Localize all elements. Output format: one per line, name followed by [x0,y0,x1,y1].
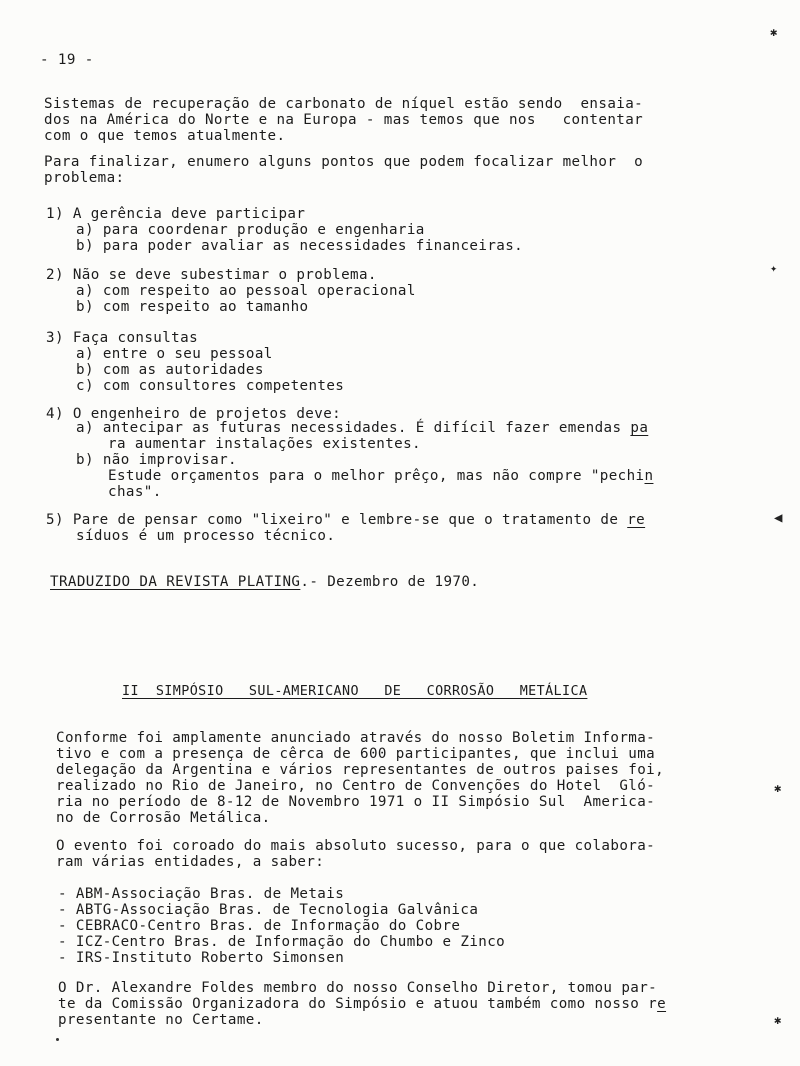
point-5-line-1: 5) Pare de pensar como "lixeiro" e lembre-se que o tratamento de re [46,512,646,528]
para1-line-1: Conforme foi amplamente anunciado através do nosso Boletim Informa- [56,730,656,746]
point-3-item-c: c) com consultores competentes [76,378,345,394]
para3-line-2: te da Comissão Organizadora do Simpósio e atuou também como nosso re [58,996,667,1012]
entity-item: - ABM-Associação Bras. de Metais [58,886,345,902]
point-4-item-a-line-2: ra aumentar instalações existentes. [108,436,421,452]
scan-speck: ✦ [770,261,778,275]
para1-line-2: tivo e com a presença de cêrca de 600 participantes, que inclui uma [56,746,656,762]
point-4-item-b-line-1: b) não improvisar. [76,452,237,468]
point-5-line-2: síduos é um processo técnico. [76,528,336,544]
point-3-title: 3) Faça consultas [46,330,199,346]
page-number: - 19 - [40,52,94,68]
point-3-item-b: b) com as autoridades [76,362,264,378]
para1-line-5: ria no período de 8-12 de Novembro 1971 o II Simpósio Sul America- [56,794,656,810]
para1-line-3: delegação da Argentina e vários representantes de outros paises foi, [56,762,665,778]
para1-line-6: no de Corrosão Metálica. [56,810,271,826]
scan-speck: ✱ [770,25,778,39]
scan-speck: ✱ [774,1013,782,1027]
section-heading: II SIMPÓSIO SUL-AMERICANO DE CORROSÃO METÁLICA [122,684,588,699]
scan-speck: ◀ [774,510,783,526]
intro-line-1: Sistemas de recuperação de carbonato de níquel estão sendo ensaia- [44,96,644,112]
point-2-title: 2) Não se deve subestimar o problema. [46,267,377,283]
entity-item: - IRS-Instituto Roberto Simonsen [58,950,345,966]
para1-line-4: realizado no Rio de Janeiro, no Centro de Convenções do Hotel Gló- [56,778,656,794]
point-2-item-b: b) com respeito ao tamanho [76,299,309,315]
para3-line-1: O Dr. Alexandre Foldes membro do nosso Conselho Diretor, tomou par- [58,980,658,996]
entity-item: - CEBRACO-Centro Bras. de Informação do Cobre [58,918,461,934]
point-4-item-b-line-3: chas". [108,484,162,500]
point-4-item-a-line-1: a) antecipar as futuras necessidades. É difícil fazer emendas pa [76,420,649,436]
scan-speck: ✱ [774,781,782,795]
para2-line-2: ram várias entidades, a saber: [56,854,325,870]
entity-item: - ICZ-Centro Bras. de Informação do Chumbo e Zinco [58,934,506,950]
point-4-title: 4) O engenheiro de projetos deve: [46,406,342,422]
point-4-item-b-line-2: Estude orçamentos para o melhor prêço, mas não compre "pechin [108,468,654,484]
scan-speck [56,1038,59,1041]
finalize-line-1: Para finalizar, enumero alguns pontos que podem focalizar melhor o [44,154,644,170]
point-3-item-a: a) entre o seu pessoal [76,346,273,362]
finalize-line-2: problema: [44,170,125,186]
point-1-item-a: a) para coordenar produção e engenharia [76,222,425,238]
point-1-item-b: b) para poder avaliar as necessidades financeiras. [76,238,524,254]
point-2-item-a: a) com respeito ao pessoal operacional [76,283,416,299]
para2-line-1: O evento foi coroado do mais absoluto sucesso, para o que colabora- [56,838,656,854]
source-note: TRADUZIDO DA REVISTA PLATING.- Dezembro de 1970. [50,574,480,590]
para3-line-3: presentante no Certame. [58,1012,264,1028]
intro-line-3: com o que temos atualmente. [44,128,286,144]
intro-line-2: dos na América do Norte e na Europa - mas temos que nos contentar [44,112,644,128]
point-1-title: 1) A gerência deve participar [46,206,306,222]
entity-item: - ABTG-Associação Bras. de Tecnologia Galvânica [58,902,479,918]
